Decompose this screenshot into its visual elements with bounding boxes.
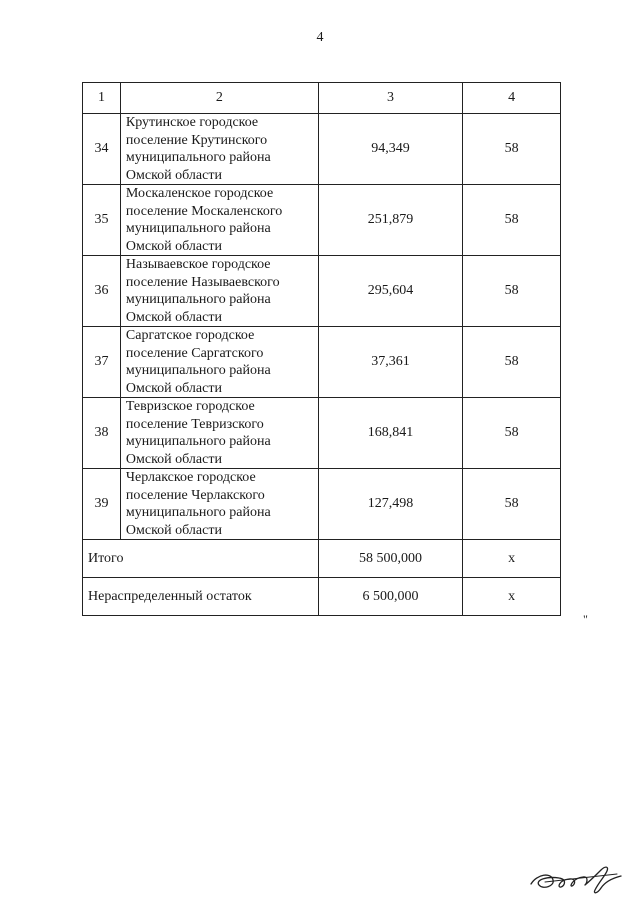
settlement-name-line: Называевское городское — [125, 257, 271, 272]
settlement-name-line: Черлакское городское — [125, 470, 256, 485]
settlement-name-line: поселение Черлакского — [125, 487, 265, 503]
settlement-name — [120, 398, 318, 469]
settlement-name-line: муниципального района — [125, 363, 271, 378]
settlement-name — [120, 185, 318, 256]
settlement-name-line: Омской области — [125, 451, 222, 467]
page-number: 4 — [316, 30, 324, 45]
row-number: 37 — [83, 327, 121, 398]
settlement-name-line: поселение Москаленского — [125, 203, 283, 219]
settlement-name-line: Омской области — [125, 167, 222, 183]
settlement-name-line: муниципального района — [125, 221, 271, 236]
remainder-label: Нераспределенный остаток — [83, 578, 319, 616]
handwritten-signature — [525, 852, 625, 897]
distribution-table — [82, 82, 561, 616]
table-row — [83, 185, 561, 256]
remainder-coefficient: x — [463, 578, 561, 616]
settlement-name — [120, 327, 318, 398]
settlement-name-line: поселение Называевского — [125, 274, 280, 290]
table-row — [83, 256, 561, 327]
settlement-name-line: муниципального района — [125, 505, 271, 520]
amount-value: 94,349 — [318, 114, 463, 185]
settlement-name-line: поселение Тевризского — [125, 416, 264, 432]
settlement-name-line: Тевризское городское — [125, 399, 255, 414]
settlement-name-line: муниципального района — [125, 434, 271, 449]
table-header-row — [83, 83, 561, 114]
settlement-name — [120, 114, 318, 185]
coefficient-value: 58 — [463, 469, 561, 540]
row-number: 36 — [83, 256, 121, 327]
coefficient-value: 58 — [463, 398, 561, 469]
amount-value: 127,498 — [318, 469, 463, 540]
settlement-name-line: муниципального района — [125, 292, 271, 307]
settlement-name-line: поселение Крутинского — [125, 132, 268, 148]
table-row — [83, 398, 561, 469]
settlement-name — [120, 256, 318, 327]
table-row — [83, 327, 561, 398]
settlement-name-line: Омской области — [125, 309, 222, 325]
settlement-name-line: Омской области — [125, 522, 222, 538]
settlement-name-line: Москаленское городское — [125, 186, 274, 201]
remainder-value: 6 500,000 — [318, 578, 463, 616]
settlement-name-line: Омской области — [125, 380, 222, 396]
header-col-3: 3 — [318, 83, 463, 114]
header-col-2: 2 — [120, 83, 318, 114]
coefficient-value: 58 — [463, 327, 561, 398]
amount-value: 168,841 — [318, 398, 463, 469]
total-coefficient: x — [463, 540, 561, 578]
total-label: Итого — [83, 540, 319, 578]
table-row — [83, 469, 561, 540]
amount-value: 251,879 — [318, 185, 463, 256]
amount-value: 37,361 — [318, 327, 463, 398]
total-row — [83, 540, 561, 578]
amount-value: 295,604 — [318, 256, 463, 327]
row-number: 38 — [83, 398, 121, 469]
row-number: 34 — [83, 114, 121, 185]
table-row — [83, 114, 561, 185]
header-col-1: 1 — [83, 83, 121, 114]
settlement-name-line: Омской области — [125, 238, 222, 254]
remainder-row — [83, 578, 561, 616]
coefficient-value: 58 — [463, 256, 561, 327]
total-value: 58 500,000 — [318, 540, 463, 578]
settlement-name — [120, 469, 318, 540]
coefficient-value: 58 — [463, 114, 561, 185]
row-number: 35 — [83, 185, 121, 256]
row-number: 39 — [83, 469, 121, 540]
settlement-name-line: Крутинское городское — [125, 115, 259, 130]
settlement-name-line: муниципального района — [125, 150, 271, 165]
header-col-4: 4 — [463, 83, 561, 114]
settlement-name-line: поселение Саргатского — [125, 345, 264, 361]
settlement-name-line: Саргатское городское — [125, 328, 255, 343]
closing-quote-mark: " — [583, 612, 588, 626]
coefficient-value: 58 — [463, 185, 561, 256]
